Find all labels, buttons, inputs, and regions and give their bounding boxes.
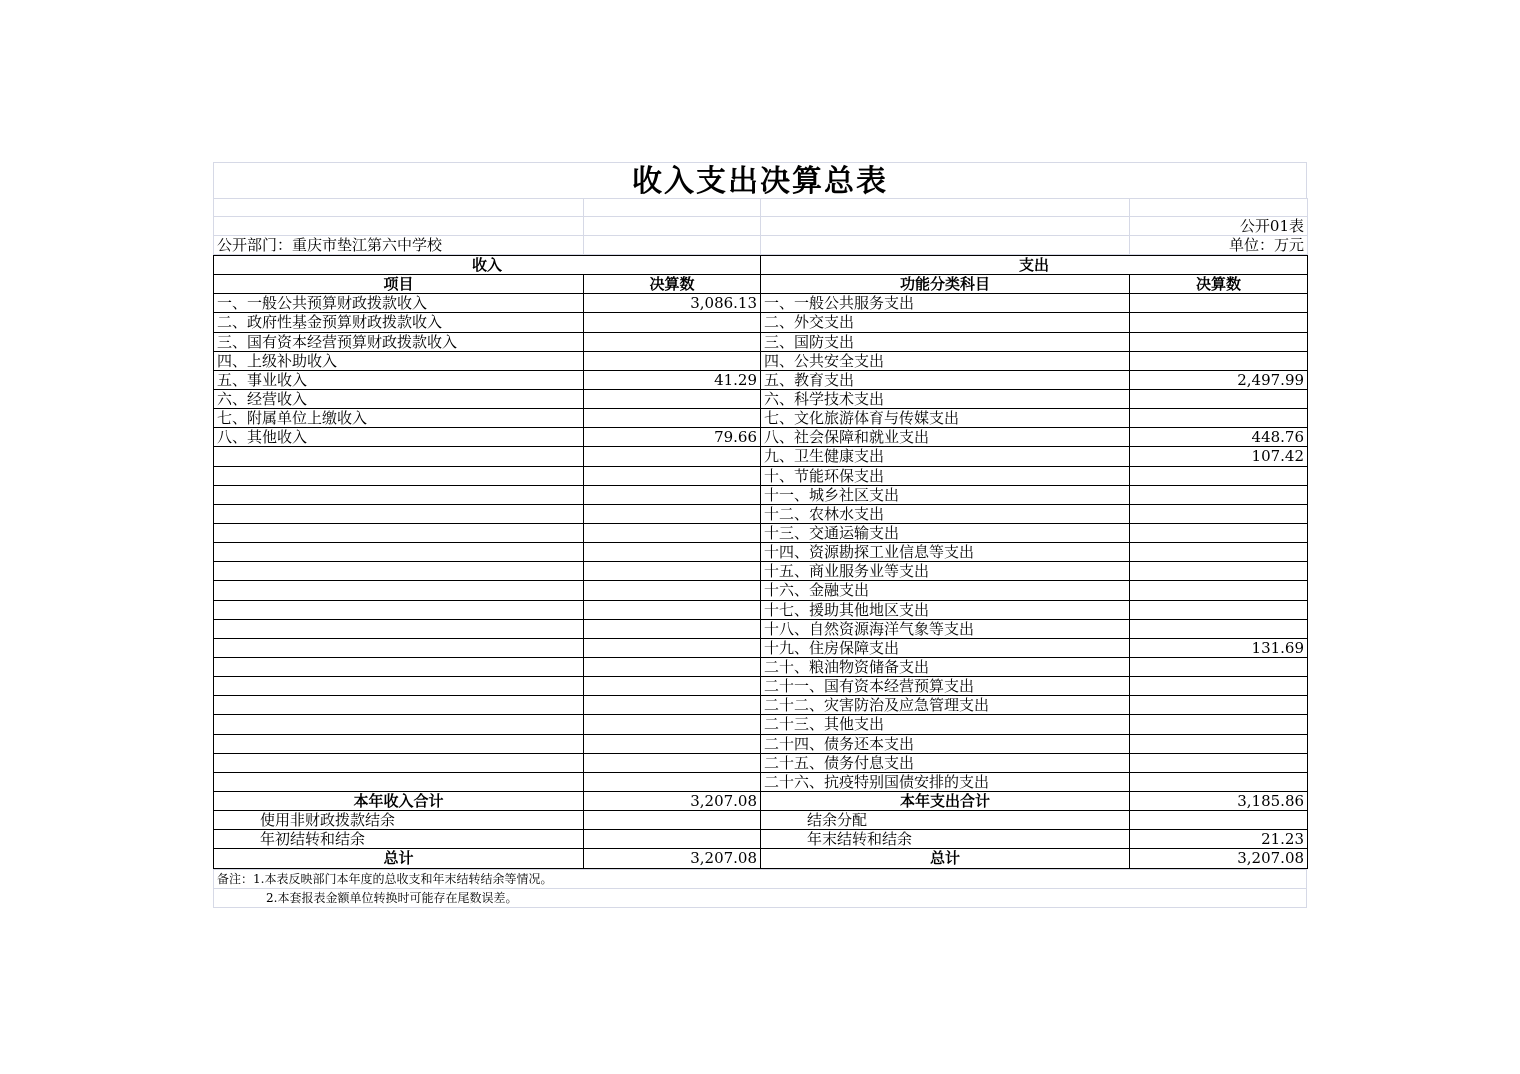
grand-out-value: 3,207.08 (1130, 849, 1308, 868)
expense-amount (1130, 504, 1308, 523)
expense-item: 七、文化旅游体育与传媒支出 (761, 409, 1130, 428)
table-row (214, 753, 1308, 772)
income-item: 七、附属单位上缴收入 (214, 409, 584, 428)
report-title: 收入支出决算总表 (213, 162, 1307, 198)
income-total-value: 3,207.08 (584, 791, 761, 810)
non-fiscal-label: 使用非财政拨款结余 (214, 811, 584, 830)
income-amount (584, 351, 761, 370)
expense-amount (1130, 696, 1308, 715)
expense-total-value: 3,185.86 (1130, 791, 1308, 810)
expense-amount (1130, 562, 1308, 581)
income-amount (584, 600, 761, 619)
table-row (214, 734, 1308, 753)
non-fiscal-value (584, 811, 761, 830)
expense-amount (1130, 485, 1308, 504)
table-row (214, 428, 1308, 447)
expense-item: 二十、粮油物资储备支出 (761, 657, 1130, 676)
expense-amount (1130, 389, 1308, 408)
expense-item: 二十一、国有资本经营预算支出 (761, 677, 1130, 696)
income-item (214, 734, 584, 753)
expense-amount (1130, 409, 1308, 428)
income-item (214, 543, 584, 562)
notes-table (213, 869, 1307, 908)
income-total-label: 本年收入合计 (214, 791, 584, 810)
income-item: 三、国有资本经营预算财政拨款收入 (214, 332, 584, 351)
expense-item: 二十四、债务还本支出 (761, 734, 1130, 753)
income-item (214, 638, 584, 657)
income-amount (584, 715, 761, 734)
income-item: 六、经营收入 (214, 389, 584, 408)
end-balance-value: 21.23 (1130, 830, 1308, 849)
table-row (214, 447, 1308, 466)
expense-amount (1130, 294, 1308, 313)
table-row (214, 313, 1308, 332)
income-item (214, 657, 584, 676)
income-amount (584, 734, 761, 753)
income-item (214, 485, 584, 504)
expense-amount: 131.69 (1130, 638, 1308, 657)
income-item (214, 677, 584, 696)
expense-item: 一、一般公共服务支出 (761, 294, 1130, 313)
expense-amount (1130, 657, 1308, 676)
income-amount (584, 466, 761, 485)
expense-amount: 448.76 (1130, 428, 1308, 447)
surplus-dist-value (1130, 811, 1308, 830)
income-amount (584, 657, 761, 676)
item-header: 项目 (214, 275, 584, 294)
annual-total-row (214, 791, 1308, 810)
expense-item: 十二、农林水支出 (761, 504, 1130, 523)
expense-amount (1130, 734, 1308, 753)
table-row (214, 332, 1308, 351)
expense-item: 三、国防支出 (761, 332, 1130, 351)
expense-amount: 107.42 (1130, 447, 1308, 466)
income-item (214, 600, 584, 619)
expense-amount (1130, 523, 1308, 542)
income-item (214, 562, 584, 581)
income-item (214, 696, 584, 715)
form-code: 公开01表 (1130, 217, 1308, 236)
expense-item: 九、卫生健康支出 (761, 447, 1130, 466)
income-item (214, 581, 584, 600)
income-amount (584, 447, 761, 466)
expense-amount (1130, 715, 1308, 734)
grand-out-label: 总计 (761, 849, 1130, 868)
income-amount (584, 562, 761, 581)
income-amount (584, 504, 761, 523)
income-amount (584, 619, 761, 638)
begin-balance-value (584, 830, 761, 849)
table-row (214, 657, 1308, 676)
table-row (214, 485, 1308, 504)
end-balance-label: 年末结转和结余 (761, 830, 1130, 849)
expense-total-label: 本年支出合计 (761, 791, 1130, 810)
table-row (214, 523, 1308, 542)
table-row (214, 696, 1308, 715)
income-item (214, 753, 584, 772)
expense-item: 十七、援助其他地区支出 (761, 600, 1130, 619)
expenditure-header: 支出 (761, 256, 1308, 275)
income-item: 五、事业收入 (214, 370, 584, 389)
function-item-header: 功能分类科目 (761, 275, 1130, 294)
income-item (214, 619, 584, 638)
surplus-dist-label: 结余分配 (761, 811, 1130, 830)
table-row (214, 677, 1308, 696)
expense-item: 十三、交通运输支出 (761, 523, 1130, 542)
income-item (214, 715, 584, 734)
expense-amount (1130, 332, 1308, 351)
table-row (214, 600, 1308, 619)
amount-header: 决算数 (584, 275, 761, 294)
table-row (214, 619, 1308, 638)
income-item (214, 523, 584, 542)
income-item (214, 447, 584, 466)
income-item: 八、其他收入 (214, 428, 584, 447)
expense-item: 五、教育支出 (761, 370, 1130, 389)
amount-header-2: 决算数 (1130, 275, 1308, 294)
balance-row-2 (214, 830, 1308, 849)
income-item (214, 504, 584, 523)
income-amount (584, 581, 761, 600)
report-sheet (213, 162, 1307, 908)
income-header: 收入 (214, 256, 761, 275)
expense-item: 八、社会保障和就业支出 (761, 428, 1130, 447)
income-item (214, 772, 584, 791)
begin-balance-label: 年初结转和结余 (214, 830, 584, 849)
table-row (214, 562, 1308, 581)
table-row (214, 409, 1308, 428)
expense-amount (1130, 466, 1308, 485)
table-row (214, 389, 1308, 408)
expense-item: 二十六、抗疫特别国债安排的支出 (761, 772, 1130, 791)
expense-amount (1130, 677, 1308, 696)
expense-item: 二十五、债务付息支出 (761, 753, 1130, 772)
income-amount: 3,086.13 (584, 294, 761, 313)
income-amount: 79.66 (584, 428, 761, 447)
expense-amount (1130, 772, 1308, 791)
income-amount (584, 753, 761, 772)
expense-item: 十六、金融支出 (761, 581, 1130, 600)
income-amount (584, 389, 761, 408)
table-row (214, 466, 1308, 485)
expense-amount (1130, 600, 1308, 619)
expense-item: 六、科学技术支出 (761, 389, 1130, 408)
expense-amount (1130, 581, 1308, 600)
income-amount: 41.29 (584, 370, 761, 389)
note-2: 2.本套报表金额单位转换时可能存在尾数误差。 (214, 888, 1307, 907)
expense-amount: 2,497.99 (1130, 370, 1308, 389)
table-row (214, 370, 1308, 389)
income-amount (584, 677, 761, 696)
expense-item: 十一、城乡社区支出 (761, 485, 1130, 504)
income-amount (584, 313, 761, 332)
expense-amount (1130, 543, 1308, 562)
grand-in-label: 总计 (214, 849, 584, 868)
balance-row-1 (214, 811, 1308, 830)
income-item (214, 466, 584, 485)
expense-item: 十五、商业服务业等支出 (761, 562, 1130, 581)
income-amount (584, 543, 761, 562)
table-row (214, 504, 1308, 523)
expense-item: 十、节能环保支出 (761, 466, 1130, 485)
table-row (214, 772, 1308, 791)
expense-item: 十九、住房保障支出 (761, 638, 1130, 657)
grand-total-row (214, 849, 1308, 868)
income-amount (584, 485, 761, 504)
expense-item: 二十二、灾害防治及应急管理支出 (761, 696, 1130, 715)
table-row (214, 581, 1308, 600)
table-row (214, 715, 1308, 734)
income-amount (584, 638, 761, 657)
expense-amount (1130, 351, 1308, 370)
expense-amount (1130, 313, 1308, 332)
note-1: 备注：1.本表反映部门本年度的总收支和年末结转结余等情况。 (214, 869, 1307, 888)
income-amount (584, 409, 761, 428)
income-expenditure-table (213, 255, 1308, 869)
income-amount (584, 696, 761, 715)
table-row (214, 294, 1308, 313)
income-item: 一、一般公共预算财政拨款收入 (214, 294, 584, 313)
table-row (214, 351, 1308, 370)
income-item: 二、政府性基金预算财政拨款收入 (214, 313, 584, 332)
header-grid (213, 198, 1308, 255)
grand-in-value: 3,207.08 (584, 849, 761, 868)
table-row (214, 638, 1308, 657)
income-item: 四、上级补助收入 (214, 351, 584, 370)
income-amount (584, 772, 761, 791)
expense-item: 十四、资源勘探工业信息等支出 (761, 543, 1130, 562)
unit-label: 单位：万元 (1130, 236, 1308, 255)
rows-body (214, 294, 1308, 792)
department-label: 公开部门：重庆市垫江第六中学校 (214, 236, 584, 255)
table-row (214, 543, 1308, 562)
expense-amount (1130, 619, 1308, 638)
income-amount (584, 332, 761, 351)
expense-item: 二、外交支出 (761, 313, 1130, 332)
expense-item: 二十三、其他支出 (761, 715, 1130, 734)
expense-item: 四、公共安全支出 (761, 351, 1130, 370)
expense-amount (1130, 753, 1308, 772)
income-amount (584, 523, 761, 542)
expense-item: 十八、自然资源海洋气象等支出 (761, 619, 1130, 638)
